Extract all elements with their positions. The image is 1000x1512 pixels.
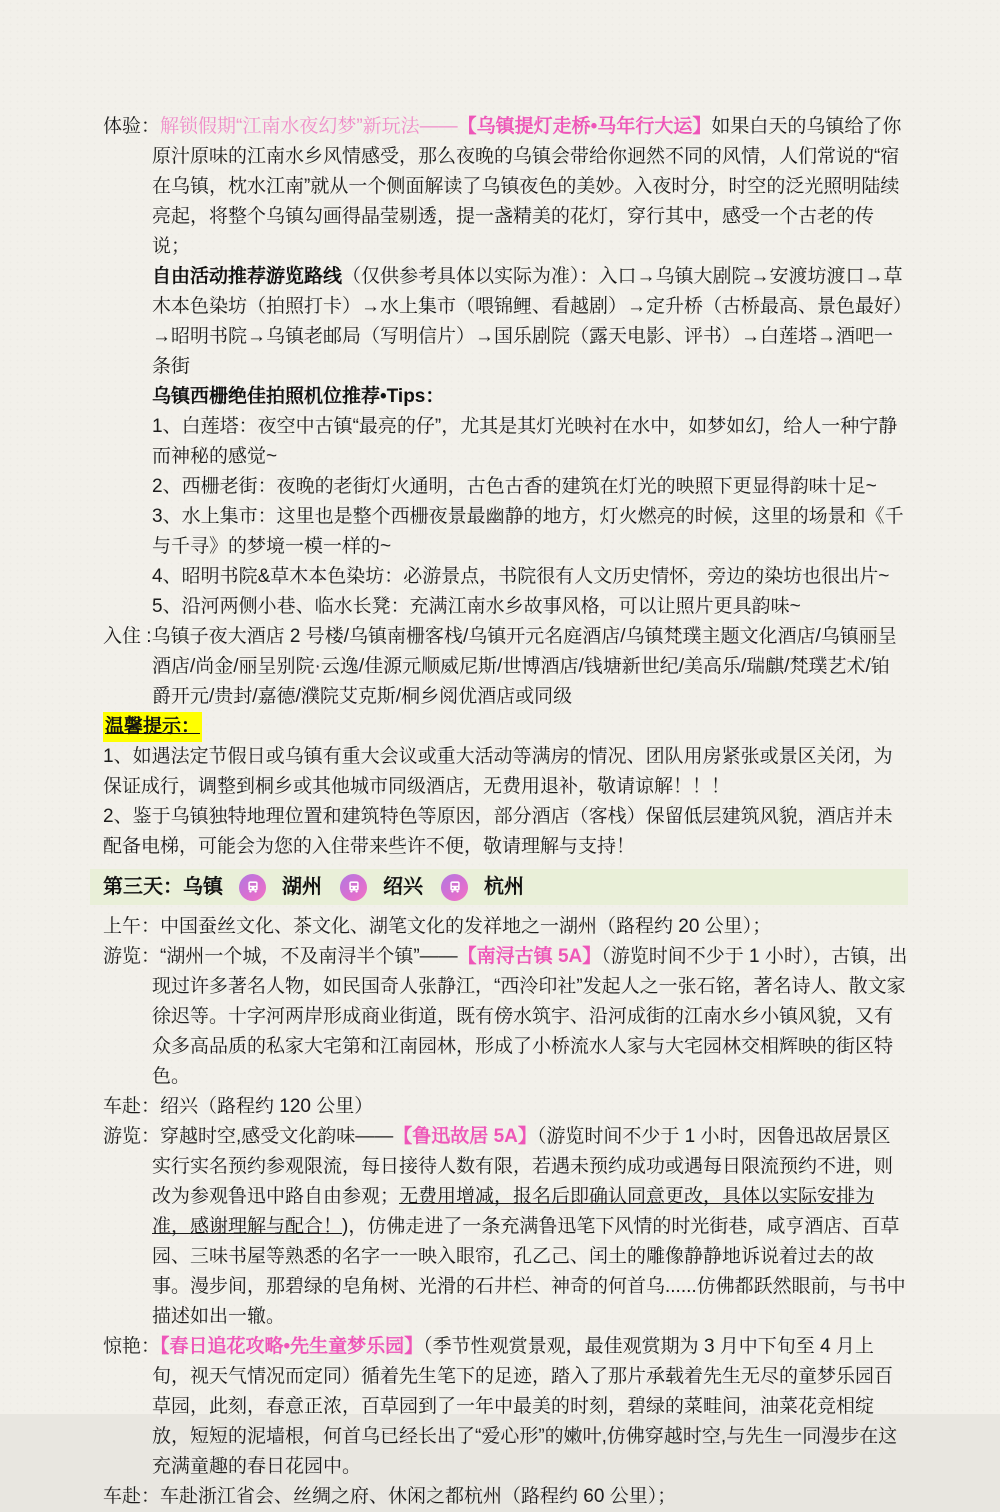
experience-lead-pink: 解锁假期“江南水夜幻梦”新玩法—— [160,116,458,137]
tip-item-5: 5、沿河两侧小巷、临水长凳：充满江南水乡故事风格，可以让照片更具韵味~ [152,596,801,617]
experience-paragraph [103,112,908,262]
morning-paragraph [103,912,908,942]
tour-nanxun-text: （游览时间不少于 1 小时），古镇，出现过许多著名人物，如民国奇人张静江，“西泠印社”发起人之一张石铭，著名诗人、散文家徐迟等。十字河两岸形成商业街道，既有傍水筑宇、沿河成街的江南水乡小镇风貌，又有众多高品质的私家大宅第和江南园林，形成了小桥流水人家与大宅园林交相辉映的街区特色。 [152,946,908,1087]
drive-shaoxing-text: 绍兴（路程约 120 公里） [160,1096,374,1117]
route-text: （仅供参考具体以实际为准）：入口→乌镇大剧院→安渡坊渡口→草木本色染坊（拍照打卡）→水上集市（喂锦鲤、看越剧）→定升桥（古桥最高、景色最好）→昭明书院→乌镇老邮局（写明信片）→国乐剧院（露天电影、评书）→白莲塔→酒吧一条街 [152,266,903,377]
notice-item-1: 1、如遇法定节假日或乌镇有重大会议或重大活动等满房的情况、团队用房紧张或景区关闭，为保证成行，调整到桐乡或其他城市同级酒店，无费用退补，敬请谅解！！！ [103,746,893,797]
tip-item-3: 3、水上集市：这里也是整个西栅夜景最幽静的地方，灯火燃亮的时候，这里的场景和《千与千寻》的梦境一模一样的~ [152,506,904,557]
tour-luxun-underlined-clause: 无费用增减，报名后即确认同意更改，具体以实际安排为准，感谢理解与配合！ [152,1186,875,1237]
morning-label: 上午： [103,916,161,937]
scenic-highlight-luxun: 【鲁迅故居 5A】 [393,1126,537,1147]
drive-shaoxing-paragraph [103,1092,908,1122]
notice-title-line [103,712,908,742]
tour-luxun-label: 游览： [103,1126,161,1147]
amaze-label: 惊艳： [103,1336,161,1357]
notice-item-2: 2、鉴于乌镇独特地理位置和建筑特色等原因，部分酒店（客栈）保留低层建筑风貌，酒店并未配备电梯，可能会为您的入住带来些许不便，敬请理解与支持！ [103,806,893,857]
drive-hangzhou-text: 车赴浙江省会、丝绸之府、休闲之都杭州（路程约 60 公里）； [160,1486,677,1507]
day3-title: 第三天：乌镇 [103,876,223,898]
stay-label: 入住 : [103,626,152,647]
amaze-paragraph [103,1332,908,1482]
bus-icon [239,874,266,901]
morning-text: 中国蚕丝文化、茶文化、湖笔文化的发祥地之一湖州（路程约 20 公里）； [160,916,772,937]
day3-stop-hangzhou: 杭州 [484,876,524,898]
experience-intro-text: 如果白天的乌镇给了你原汁原味的江南水乡风情感受，那么夜晚的乌镇会带给你迥然不同的风情，人们常说的“宿在乌镇，枕水江南”就从一个侧面解读了乌镇夜色的美妙。入夜时分，时空的泛光照明陆续亮起，将整个乌镇勾画得晶莹剔透，提一盏精美的花灯，穿行其中，感受一个古老的传说； [152,116,902,257]
bus-icon [441,874,468,901]
amaze-text: （季节性观赏景观，最佳观赏期为 3 月中下旬至 4 月上旬，视天气情况而定同）循着先生笔下的足迹，踏入了那片承载着先生无尽的童梦乐园百草园，此刻，春意正浓，百草园到了一年中最美的时刻，碧绿的菜畦间，油菜花竞相绽放，短短的泥墙根，何首乌已经长出了“爱心形”的嫩叶,仿佛穿越时空,与先生一同漫步在这充满童趣的春日花园中。 [152,1336,898,1477]
tip-item-4: 4、昭明书院&草木本色染坊：必游景点，书院很有人文历史情怀，旁边的染坊也很出片~ [152,566,890,587]
day3-stop-huzhou: 湖州 [282,876,322,898]
bus-icon [340,874,367,901]
stay-paragraph [103,622,908,712]
tour-luxun-paragraph [103,1122,908,1332]
tour-nanxun-lead: “湖州一个城，不及南浔半个镇”—— [160,946,458,967]
tips-title: 乌镇西栅绝佳拍照机位推荐•Tips： [152,386,445,407]
tip-item-1: 1、白莲塔：夜空中古镇“最亮的仔”，尤其是其灯光映衬在水中，如梦如幻，给人一种宁静而神秘的感觉~ [152,416,898,467]
route-paragraph [103,262,908,382]
tour-nanxun-label: 游览： [103,946,161,967]
event-highlight-spring-flowers: 【春日追花攻略•先生童梦乐园】 [160,1336,424,1357]
route-title: 自由活动推荐游览路线 [152,266,343,287]
tip-item-2: 2、西栅老街：夜晚的老街灯火通明，古色古香的建筑在灯光的映照下更显得韵味十足~ [152,476,877,497]
drive-hangzhou-paragraph [103,1482,908,1512]
notice-title: 温馨提示： [103,712,202,742]
tour-luxun-post: )，仿佛走进了一条充满鲁迅笔下风情的时光街巷，咸亨酒店、百草园、三味书屋等熟悉的名字一一映入眼帘，孔乙己、闰土的雕像静静地诉说着过去的故事。漫步间，那碧绿的皂角树、光滑的石井栏、神奇的何首乌......仿佛都跃然眼前，与书中描述如出一辙。 [152,1216,906,1327]
day3-header-band [90,869,908,905]
experience-label: 体验： [103,116,161,137]
drive-shaoxing-label: 车赴： [103,1096,161,1117]
tour-luxun-lead: 穿越时空,感受文化韵味—— [160,1126,394,1147]
tour-nanxun-paragraph [103,942,908,1092]
drive-hangzhou-label: 车赴： [103,1486,161,1507]
stay-hotels-text: 乌镇子夜大酒店 2 号楼/乌镇南栅客栈/乌镇开元名庭酒店/乌镇梵璞主题文化酒店/乌镇丽呈酒店/尚金/丽呈别院·云逸/佳源元顺威尼斯/世博酒店/钱塘新世纪/美高乐/瑞麒/梵璞艺术/铂爵开元/贵封/嘉德/濮院艾克斯/桐乡阅优酒店或同级 [151,626,897,707]
scenic-highlight-nanxun: 【南浔古镇 5A】 [457,946,602,967]
tips-title-line [103,382,908,412]
event-highlight-wuzhen-lantern: 【乌镇提灯走桥•马年行大运】 [457,116,712,137]
tour-luxun-pre: （游览时间不少于 1 小时，因鲁迅故居景区实行实名预约参观限流，每日接待人数有限，若遇未预约成功或遇每日限流预约不进，则改为参观鲁迅中路自由参观； [152,1126,894,1207]
day3-stop-shaoxing: 绍兴 [383,876,423,898]
